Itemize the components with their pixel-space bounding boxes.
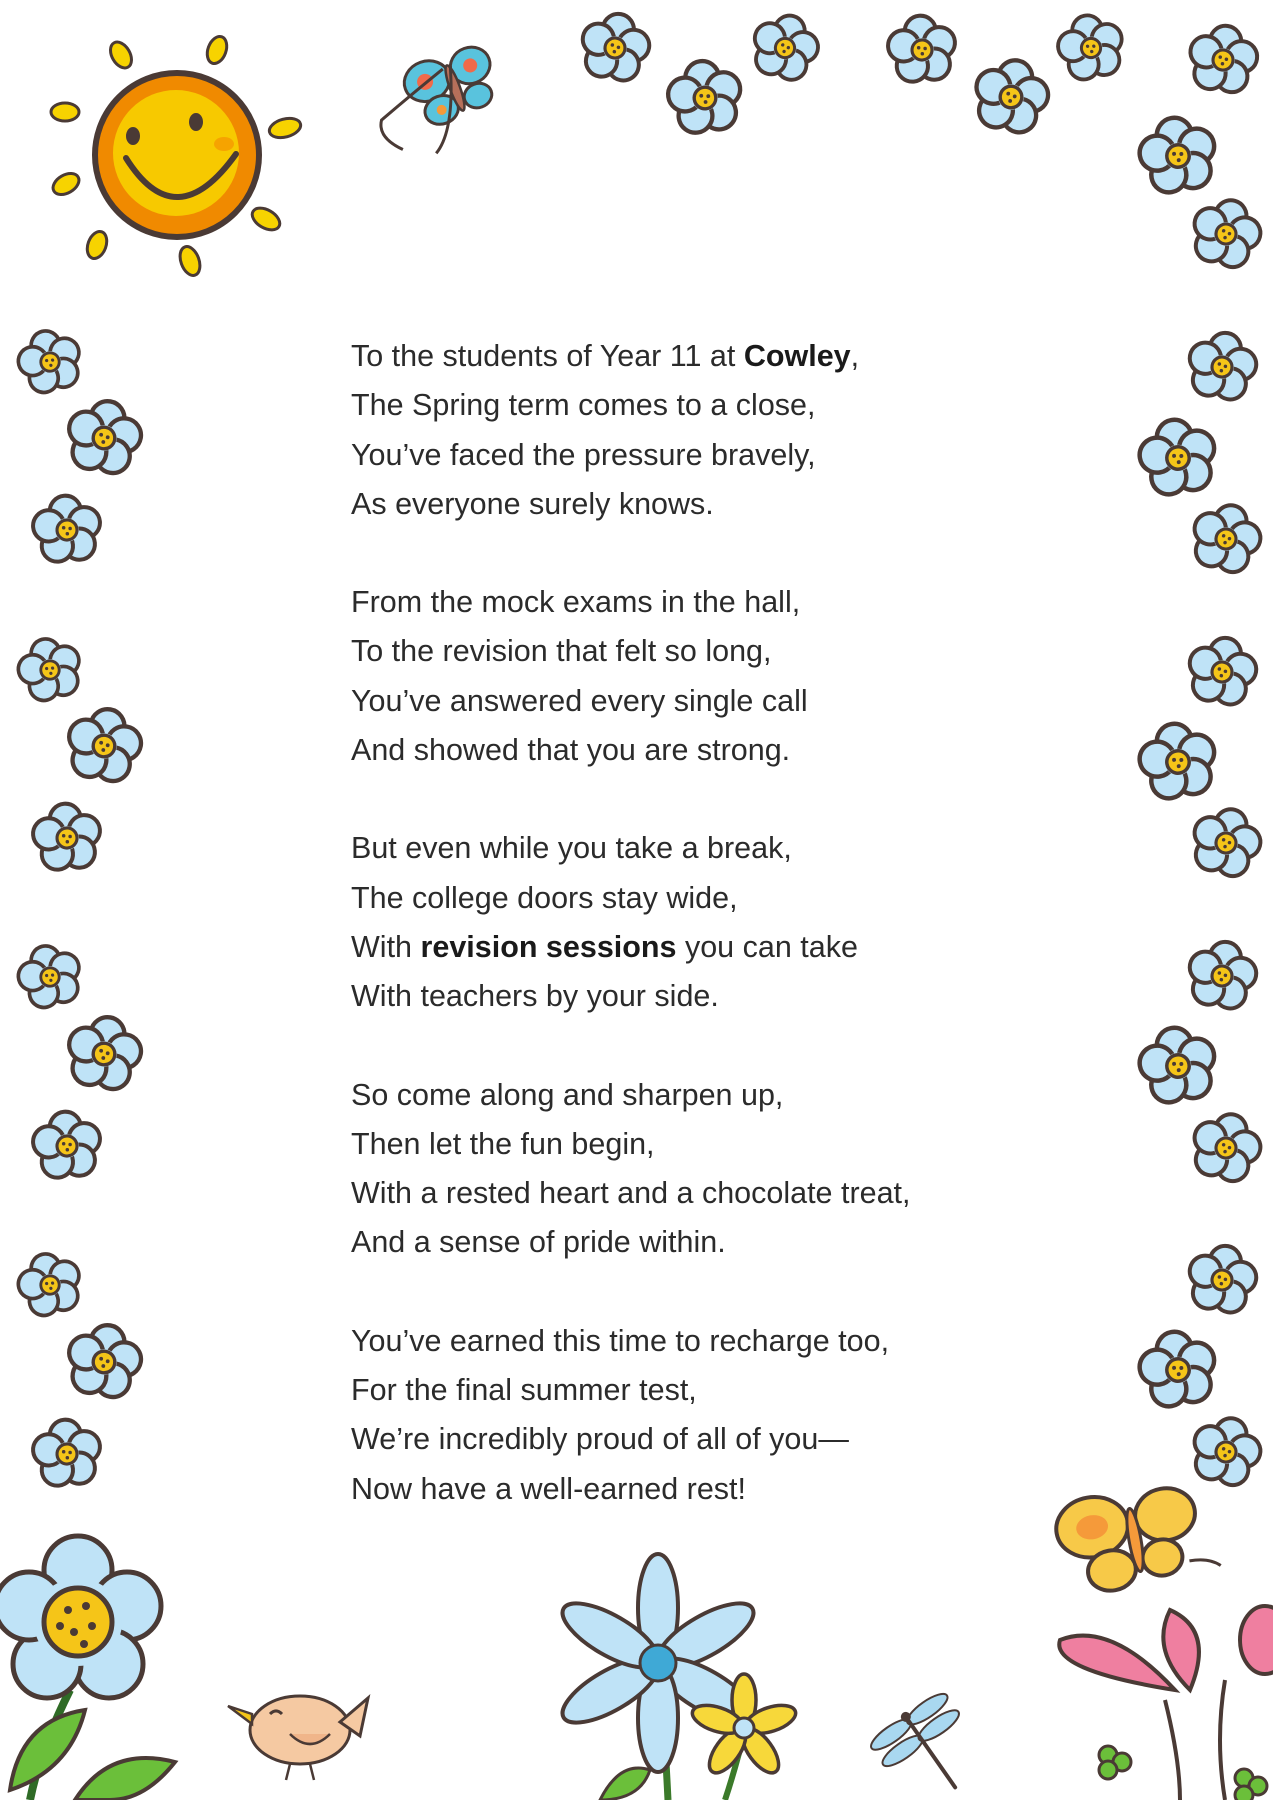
forget-me-not-flower-icon <box>1186 1106 1268 1186</box>
leaf-icon <box>600 1768 650 1800</box>
poem-stanza <box>351 578 991 775</box>
poem-line <box>351 1071 991 1120</box>
forget-me-not-flower-icon <box>969 53 1054 137</box>
poem-text: So come along and sharpen up, <box>351 1077 784 1112</box>
forget-me-not-flower-icon <box>31 1417 103 1488</box>
poem-line <box>351 874 991 923</box>
poem-stanza <box>351 332 991 529</box>
tulip-icon <box>1059 1606 1273 1800</box>
emphasized-text: Cowley <box>743 339 851 373</box>
poem-line <box>351 1415 991 1464</box>
poem-line <box>351 1465 991 1514</box>
poem-text: From the mock exams in the hall, <box>351 585 801 620</box>
dragonfly-icon <box>865 1686 993 1800</box>
poem-line <box>351 480 991 529</box>
poem-line <box>351 1317 991 1366</box>
poem-text: The Spring term comes to a close, <box>351 388 816 423</box>
bird-icon <box>228 1696 368 1780</box>
flower-column-left <box>12 323 146 1487</box>
poem-stanza <box>351 1317 991 1514</box>
flower-column-right <box>1134 327 1267 1490</box>
forget-me-not-flower-icon <box>1186 497 1268 577</box>
poem-stanza <box>351 824 991 1021</box>
forget-me-not-flower-icon <box>577 8 654 84</box>
poem-text: With teachers by your side. <box>351 979 719 1014</box>
poem-stanza <box>351 1071 991 1268</box>
forget-me-not-flower-icon <box>1186 1410 1268 1490</box>
poem-text: For the final summer test, <box>351 1373 697 1408</box>
forget-me-not-flower-icon <box>12 323 87 397</box>
poem-text: And a sense of pride within. <box>351 1225 726 1260</box>
forget-me-not-flower-icon <box>746 8 824 85</box>
forget-me-not-flower-icon <box>63 395 146 477</box>
forget-me-not-flower-icon <box>31 801 103 872</box>
center-bottom-flowers <box>554 1554 799 1800</box>
poem-line <box>351 381 991 430</box>
poem-line <box>351 677 991 726</box>
poem-text: With <box>351 929 421 964</box>
forget-me-not-flower-icon <box>63 703 146 785</box>
poem-text: You’ve earned this time to recharge too, <box>351 1323 890 1358</box>
forget-me-not-flower-icon <box>1134 718 1221 803</box>
poem-text: As everyone surely knows. <box>351 486 714 521</box>
forget-me-not-flower-icon <box>886 13 958 84</box>
poem-text: You’ve faced the pressure bravely, <box>351 437 816 472</box>
poem-text: With a rested heart and a chocolate treat, <box>351 1176 911 1211</box>
poem-text: To the revision that felt so long, <box>351 634 772 669</box>
forget-me-not-flower-icon <box>664 56 745 136</box>
forget-me-not-flower-icon <box>1186 21 1261 95</box>
poem-line <box>351 1169 991 1218</box>
poem-line <box>351 1366 991 1415</box>
poem-line <box>351 1120 991 1169</box>
forget-me-not-flower-icon <box>1184 632 1261 708</box>
forget-me-not-flower-icon <box>1134 414 1221 499</box>
forget-me-not-flower-icon <box>1134 1022 1221 1107</box>
forget-me-not-flower-icon <box>12 938 87 1012</box>
poem-line <box>351 332 991 381</box>
poem-line <box>351 824 991 873</box>
poem-text: Now have a well-earned rest! <box>351 1471 746 1506</box>
forget-me-not-flower-icon <box>31 493 103 564</box>
poem-text: you can take <box>676 929 858 964</box>
poem-line <box>351 578 991 627</box>
poem-text: And showed that you are strong. <box>351 733 791 768</box>
poem-text: To the students of Year 11 at <box>351 339 744 373</box>
flower-row-top <box>577 8 1268 273</box>
poem-text: The college doors stay wide, <box>351 880 738 915</box>
poem-text: Then let the fun begin, <box>351 1126 655 1161</box>
forget-me-not-flower-icon <box>31 1109 103 1180</box>
poem-line <box>351 923 991 972</box>
forget-me-not-flower-icon <box>1186 192 1268 272</box>
poem-text: But even while you take a break, <box>351 831 792 866</box>
leaf-icon <box>10 1710 85 1790</box>
poem-text: , <box>850 339 860 373</box>
poem-line <box>351 431 991 480</box>
forget-me-not-flower-icon <box>12 631 87 705</box>
emphasized-text: revision sessions <box>420 929 677 964</box>
butterfly-icon <box>1051 1477 1221 1599</box>
poem-line <box>351 1218 991 1267</box>
smiling-sun-icon <box>49 34 302 278</box>
forget-me-not-flower-icon <box>1184 936 1261 1012</box>
forget-me-not-flower-icon <box>63 1011 146 1093</box>
forget-me-not-flower-icon <box>1134 112 1221 197</box>
forget-me-not-flower-icon <box>1184 327 1261 403</box>
forget-me-not-flower-icon <box>1184 1240 1261 1316</box>
poem-line <box>351 972 991 1021</box>
forget-me-not-flower-icon <box>1134 1326 1221 1411</box>
poem-text: We’re incredibly proud of all of you— <box>351 1422 849 1457</box>
forget-me-not-flower-icon <box>1186 801 1268 881</box>
large-flower-bottom-left-icon <box>0 1536 175 1800</box>
poem-body <box>351 332 991 1514</box>
poem-line <box>351 726 991 775</box>
forget-me-not-flower-icon <box>1053 9 1129 84</box>
forget-me-not-flower-icon <box>63 1319 146 1401</box>
poem-text: You’ve answered every single call <box>351 683 808 718</box>
butterfly-icon <box>364 40 513 168</box>
leaf-icon <box>75 1758 175 1800</box>
poem-line <box>351 627 991 676</box>
forget-me-not-flower-icon <box>12 1246 87 1320</box>
